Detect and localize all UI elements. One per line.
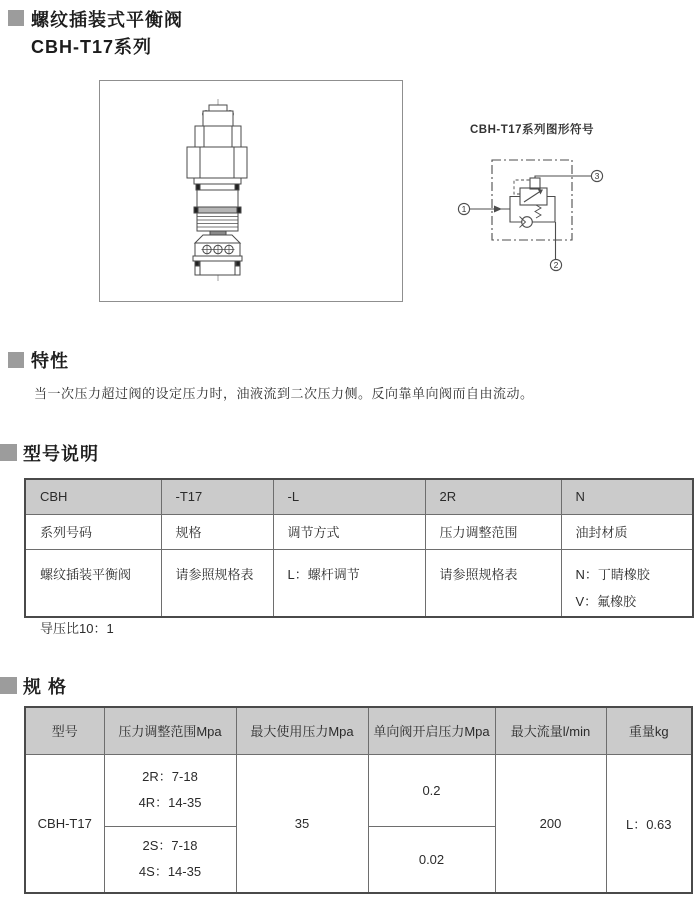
table-row — [25, 754, 692, 826]
spec-check-open-r: 0.2 — [368, 754, 495, 826]
features-body: 当一次压力超过阀的设定压力时，油液流到二次压力侧。反向靠单向阀而自由流动。 — [34, 386, 534, 401]
spec-weight-cell: L：0.63 — [606, 754, 692, 893]
pressure-range-value: 4R：14-35 — [138, 795, 202, 810]
spec-max-flow-cell: 200 — [495, 754, 606, 893]
model-desc-cell: 请参照规格表 — [425, 549, 561, 617]
model-code-cell: -T17 — [161, 479, 273, 514]
spec-check-open-s: 0.02 — [368, 826, 495, 893]
model-code-cell: N — [561, 479, 693, 514]
model-code-cell: 2R — [425, 479, 561, 514]
spec-header-cell: 型号 — [25, 707, 104, 754]
table-row — [25, 707, 692, 754]
model-desc-cell — [561, 549, 693, 617]
page-subtitle: CBH-T17系列 — [31, 37, 153, 57]
seal-option: V：氟橡胶 — [575, 593, 637, 609]
pressure-range-value: 2R：7-18 — [142, 769, 198, 784]
spec-max-pressure-cell: 35 — [236, 754, 368, 893]
table-row — [25, 549, 693, 617]
port-label-3: 3 — [594, 171, 600, 181]
model-label-cell: 系列号码 — [25, 514, 161, 549]
spec-header-cell: 压力调整范围Mpa — [104, 707, 236, 754]
table-row — [25, 479, 693, 514]
spec-heading: 规 格 — [23, 677, 68, 697]
pilot-ratio-note: 导压比10：1 — [40, 621, 114, 636]
model-label-cell: 调节方式 — [273, 514, 425, 549]
model-code-cell: CBH — [25, 479, 161, 514]
spec-model-cell: CBH-T17 — [25, 754, 104, 893]
spec-header-cell: 重量kg — [606, 707, 692, 754]
valve-drawing-frame — [99, 80, 403, 302]
spec-table — [24, 706, 693, 894]
features-heading: 特性 — [31, 351, 69, 371]
valve-drawing — [100, 81, 402, 301]
pressure-range-value: 4S：14-35 — [138, 864, 202, 880]
seal-option: N：丁睛橡胶 — [575, 566, 650, 582]
model-table — [24, 478, 694, 618]
section-bullet — [0, 677, 17, 694]
spec-pressure-range-r — [104, 754, 236, 826]
spec-header-cell: 最大使用压力Mpa — [236, 707, 368, 754]
model-heading: 型号说明 — [23, 444, 99, 464]
model-desc-cell: 螺纹插装平衡阀 — [25, 549, 161, 617]
model-desc-cell: L：螺杆调节 — [273, 549, 425, 617]
model-label-cell: 压力调整范围 — [425, 514, 561, 549]
model-code-cell: -L — [273, 479, 425, 514]
port-label-2: 2 — [553, 260, 559, 270]
table-row — [25, 514, 693, 549]
spec-header-cell: 单向阀开启压力Mpa — [368, 707, 495, 754]
model-label-cell: 规格 — [161, 514, 273, 549]
hydraulic-symbol — [430, 110, 700, 290]
section-bullet — [0, 444, 17, 461]
spec-header-cell: 最大流量l/min — [495, 707, 606, 754]
section-bullet — [8, 10, 24, 26]
port-label-1: 1 — [461, 204, 467, 214]
model-desc-cell: 请参照规格表 — [161, 549, 273, 617]
page-title: 螺纹插装式平衡阀 — [31, 10, 183, 30]
model-label-cell: 油封材质 — [561, 514, 693, 549]
spec-pressure-range-s — [104, 826, 236, 893]
symbol-caption: CBH-T17系列图形符号 — [470, 124, 595, 136]
section-bullet — [8, 352, 24, 368]
pressure-range-value: 2S：7-18 — [142, 838, 198, 854]
